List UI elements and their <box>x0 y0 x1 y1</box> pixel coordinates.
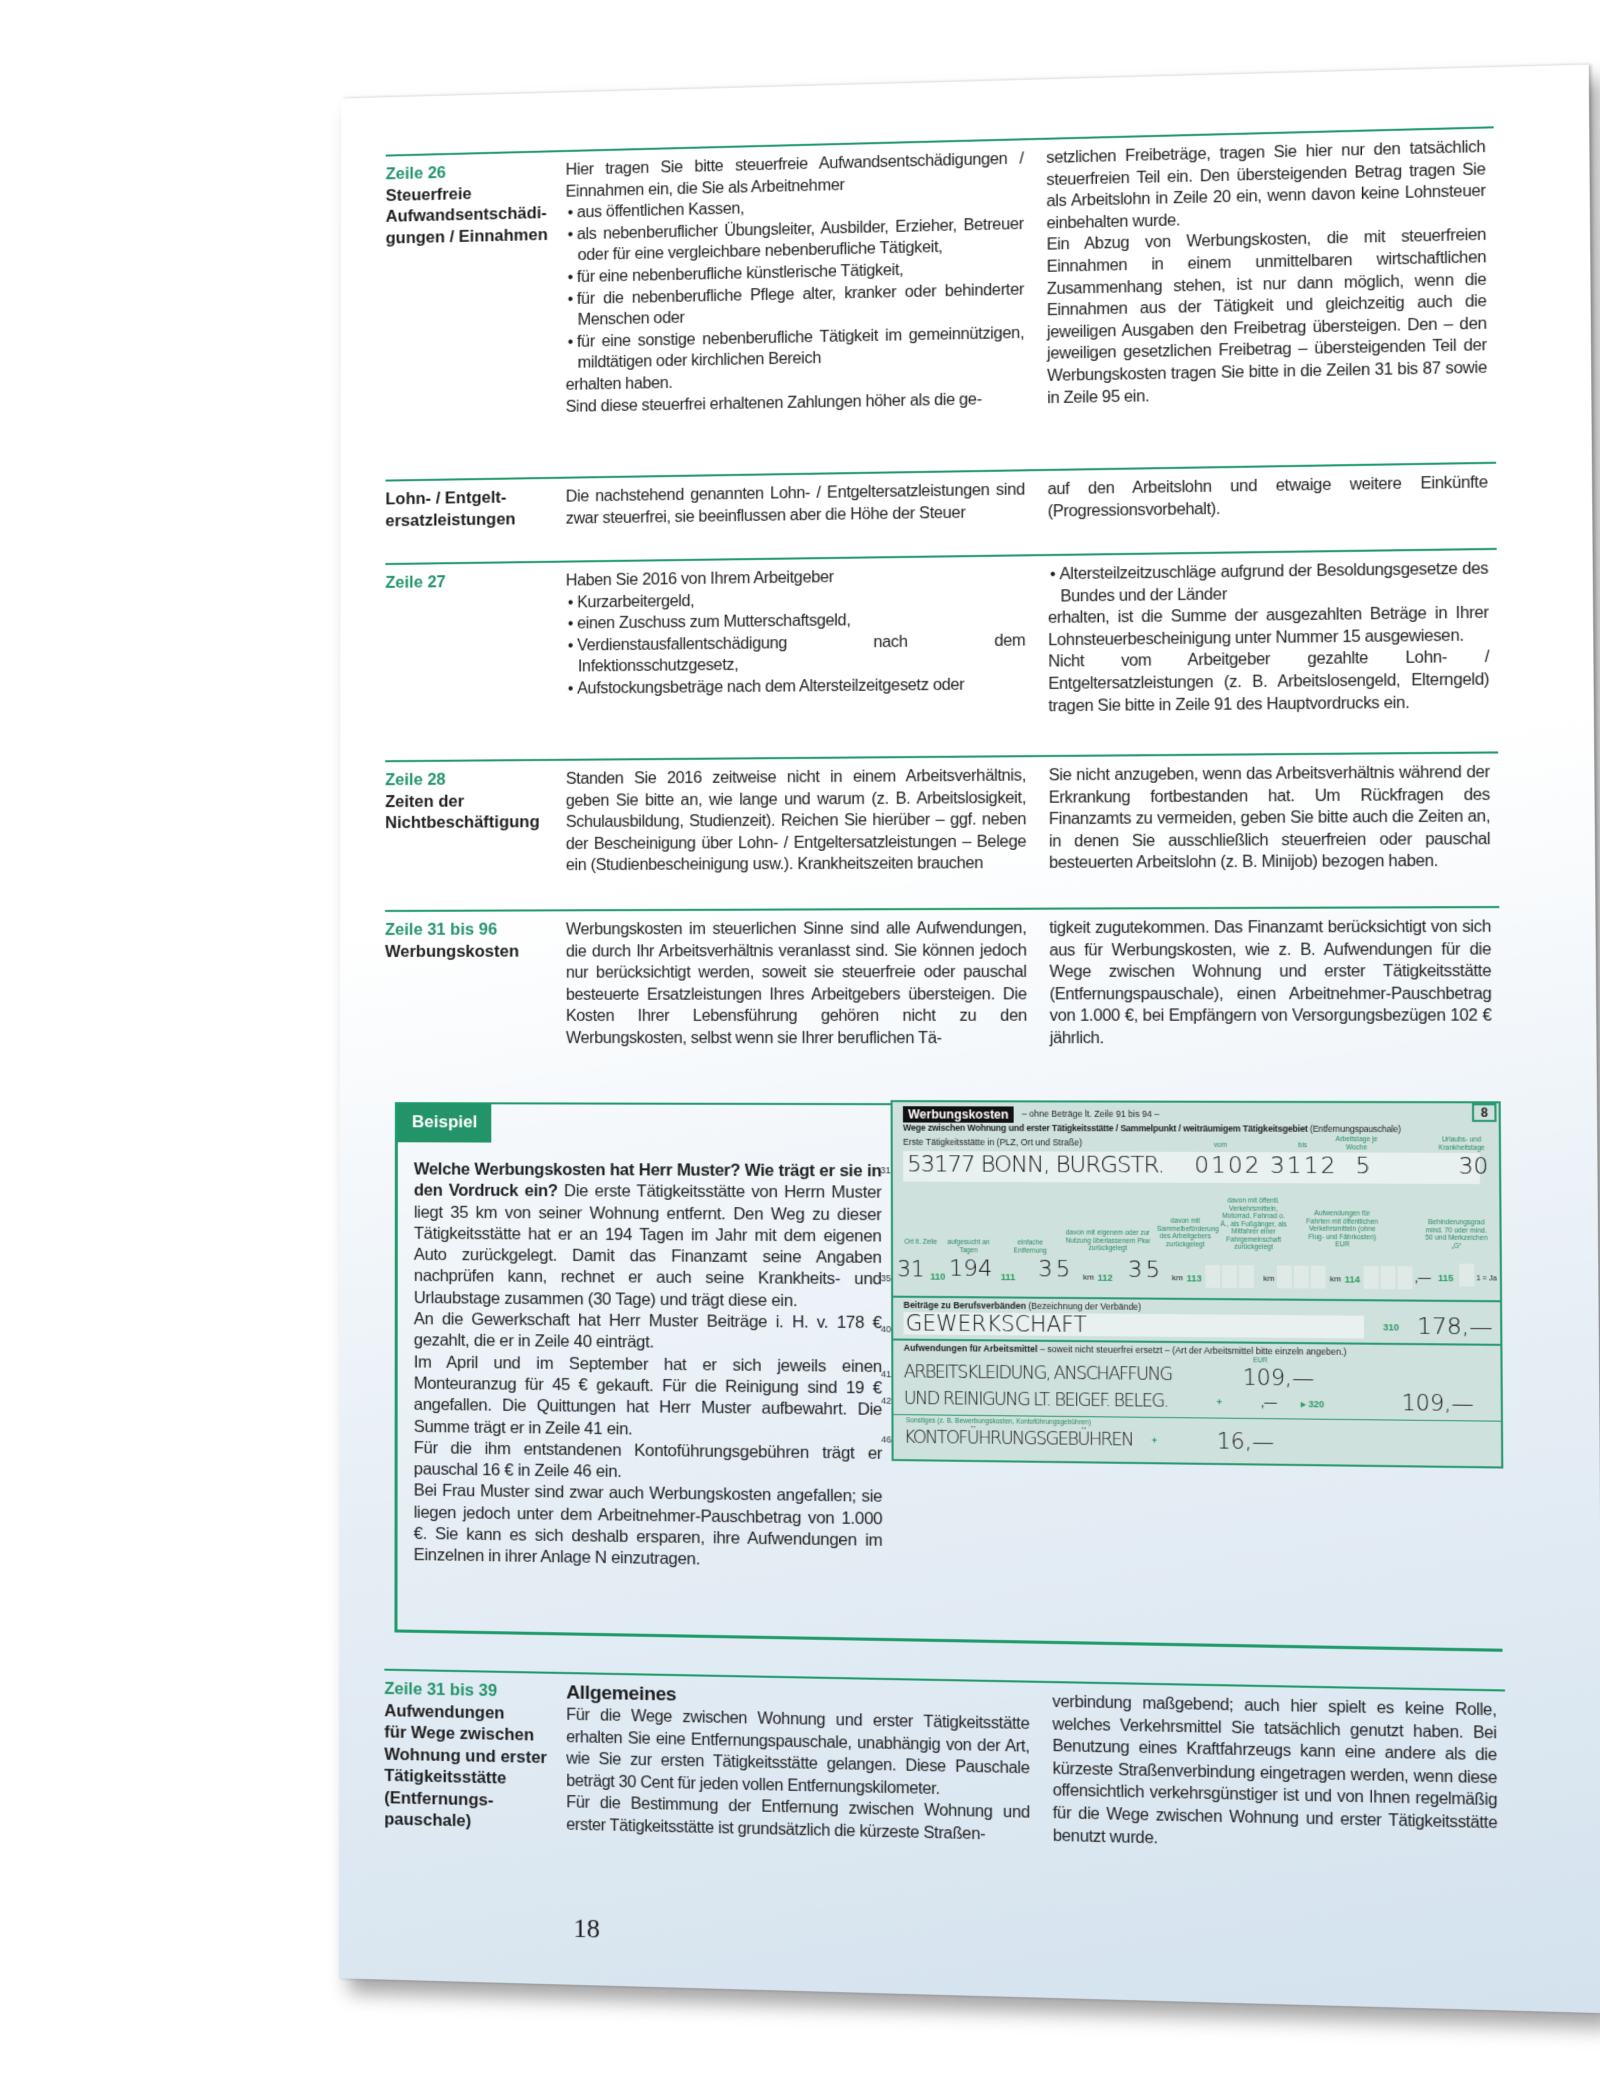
code-112: 112 <box>1097 1272 1113 1283</box>
km-unit: km <box>1082 1272 1095 1282</box>
section-label <box>385 571 555 595</box>
line-number: 40 <box>880 1324 892 1335</box>
section-col1 <box>566 148 1025 418</box>
section-label-line: Steuerfreie <box>385 184 472 205</box>
section-label-line: Werbungskosten <box>385 942 520 961</box>
arbeitsmittel-label: Aufwendungen für Arbeitsmittel – soweit nicht steuerfrei ersetzt – (Art der Arbeitsmittel bitte einzeln angeben.) <box>903 1342 1347 1357</box>
code-114: 114 <box>1344 1274 1361 1285</box>
km-unit: km <box>1329 1274 1342 1284</box>
example-paragraph: Bei Frau Muster sind zwar auch Werbungskosten angefallen; sie liegen jedoch unter dem Arbeitnehmer-Pauschbetrag von 1.000 €. Sie kann es sich deshalb ersparen, ihre Aufwendungen im Einzelnen in ihrer Anlage N einzutragen. <box>413 1481 883 1569</box>
section-label-line: ersatzleistungen <box>385 509 516 530</box>
section-label <box>384 1679 556 1835</box>
tax-form-excerpt <box>880 1100 1504 1468</box>
paragraph: Haben Sie 2016 von Ihrem Arbeitgeber <box>565 569 834 590</box>
wege-heading: Wege zwischen Wohnung und erster Tätigkeitsstätte / Sammelpunkt / weiträumigem Tätigkeitsgebiet (Entfernungspauschale) <box>902 1122 1401 1135</box>
example-question: Welche Werbungskosten hat Herr Muster? Wie trägt er sie in den Vordruck ein? <box>413 1160 882 1201</box>
vom-label: vom <box>1214 1141 1227 1150</box>
section-col1 <box>566 479 1025 529</box>
section <box>385 462 1496 563</box>
line31-bis[interactable]: 3112 <box>1269 1153 1338 1180</box>
plus: + <box>1151 1435 1158 1446</box>
form-page-badge: 8 <box>1472 1103 1496 1122</box>
line-number: 31 <box>880 1165 891 1176</box>
sections <box>384 126 1506 1930</box>
code-320: ▸ 320 <box>1300 1398 1325 1410</box>
section-label <box>385 487 555 532</box>
bullet-item: • einen Zuschuss zum Mutterschaftsgeld, <box>566 608 1026 635</box>
section <box>385 548 1498 760</box>
header-sammel: davon mit Sammelbeförderung des Arbeitgebers zurückgelegt <box>1156 1217 1219 1249</box>
line35-tage[interactable]: 194 <box>948 1256 993 1283</box>
header-ort: Ort lt. Zeile <box>904 1238 938 1246</box>
header-aufwendungen: Aufwendungen für Fahrten mit öffentlichen Verkehrsmitteln (ohne Flug- und Fährkosten) EUR <box>1306 1210 1379 1249</box>
section-line-ref: Zeile 28 <box>385 770 446 790</box>
section-label <box>385 769 556 835</box>
line35-ort[interactable]: 31 <box>897 1256 925 1282</box>
paragraph: erhalten, ist die Summe der ausgezahlten Beträge in Ihrer Lohnsteuerbescheinigung unter Nummer 15 ausgewiesen. <box>1048 604 1489 650</box>
example-paragraph: Für die ihm entstandenen Kontoführungsgebühren trägt er pauschal 16 € in Zeile 46 ein. <box>413 1438 883 1482</box>
paragraph: Die nachstehend genannten Lohn- / Entgeltersatzleistungen sind zwar steuerfrei, sie beeinflussen aber die Höhe der Steuer <box>565 481 1025 528</box>
line40-value[interactable]: GEWERKSCHAFT <box>905 1311 1087 1338</box>
paragraph: verbindung maßgebend; auch hier spielt es keine Rolle, welches Verkehrsmittel Sie tatsächlich genutzt haben. Bei Benutzung eines Kraftfahrzeugs kann eine andere als die kürzeste Straßenverbindung eingetragen werden, wenn diese offensichtlich verkehrsgünstiger ist und von Ihnen regelmäßig für die Wege zwischen Wohnung und erster Tätigkeitsstätte benutzt wurde. <box>1052 1693 1498 1848</box>
header-tage: aufgesucht an Tagen <box>947 1238 990 1254</box>
line-number: 41 <box>880 1368 892 1380</box>
line35-entfernung[interactable]: 35 <box>1038 1256 1074 1283</box>
line42-amount[interactable]: 109,— <box>1401 1390 1474 1417</box>
header-oeffentl: davon mit öffentl. Verkehrsmitteln, Motorrad, Fahrrad o. Ä., als Fußgänger, als Mitfahrer einer Fahrgemeinschaft zurückgelegt <box>1220 1197 1287 1252</box>
bullet-item: • als nebenberuflicher Übungsleiter, Ausbilder, Erzieher, Betreuer oder für eine vergleichbare nebenberufliche Tätigkeit, <box>566 214 1024 268</box>
paragraph: erhalten haben. <box>565 374 673 394</box>
section-label-line: (Entfernungs- <box>384 1788 494 1810</box>
section-col2 <box>1049 762 1491 875</box>
document-page <box>339 65 1600 2014</box>
section-label-line: Aufwendungen <box>384 1701 505 1723</box>
line41-amount[interactable]: 109,— <box>1242 1365 1315 1391</box>
line42-value[interactable]: UND REINIGUNG LT. BEIGEF. BELEG. <box>903 1388 1168 1412</box>
bis-label: bis <box>1298 1142 1308 1150</box>
line31-arbeitstage[interactable]: 5 <box>1355 1153 1371 1180</box>
bullet-item: • für eine nebenberufliche künstlerische Tätigkeit, <box>566 257 1024 289</box>
form-title: Werbungskosten <box>903 1106 1014 1123</box>
line31-urlaubstage[interactable]: 30 <box>1458 1153 1489 1180</box>
line41-value[interactable]: ARBEITSKLEIDUNG, ANSCHAFFUNG <box>903 1362 1172 1386</box>
paragraph: auf den Arbeitslohn und etwaige weitere Einkünfte (Progressionsvorbehalt). <box>1047 474 1488 521</box>
paragraph: tigkeit zugutekommen. Das Finanzamt berücksichtigt von sich aus für Werbungskosten, wie z. B. Aufwendungen für die Wege zwischen Wohnung und erster Tätigkeitsstätte (Entfernungspauschale), einen Arbeitnehmer-Pauschbetrag von 1.000 €, bei Empfängern von Versorgungsbezügen 102 € jährlich. <box>1049 918 1492 1048</box>
bullet-item: • Kurzarbeitergeld, <box>566 586 1025 613</box>
paragraph: Sie nicht anzugeben, wenn das Arbeitsverhältnis während der Erkrankung fortbestanden hat. Um Rückfragen des Finanzamts zu vermeiden, geben Sie bitte auch die Zeiten an, in denen Sie ausschließlich steuerfreien oder pauschal besteuerten Arbeitslohn (z. B. Minijob) bezogen haben. <box>1048 763 1491 873</box>
line-number: 42 <box>881 1395 892 1406</box>
paragraph: Standen Sie 2016 zeitweise nicht in einem Arbeitsverhältnis, geben Sie bitte an, wie lange und warum (z. B. Arbeitslosigkeit, Schulausbildung, Studienzeit). Reichen Sie hierüber – ggf. neben der Bescheinigung über Lohn- / Entgeltersatzleistungen – Belege ein (Studienbescheinigung usw.). Krankheitszeiten brauchen <box>565 767 1027 875</box>
section-line-ref: Zeile 27 <box>385 573 446 592</box>
bullet-item: • Verdienstausfallentschädigung nach dem Infektionsschutzgesetz, <box>566 630 1026 679</box>
section-label-line: für Wege zwischen <box>384 1723 534 1745</box>
paragraph: setzlichen Freibeträge, tragen Sie hier nur den tatsächlich steuerfreien Teil ein. Den übersteigenden Betrag tragen Sie als Arbeitslohn in Zeile 20 ein, wenn davon keine Lohnsteuer einbehalten wurde. <box>1046 138 1486 233</box>
section-label-line: pauschale) <box>384 1810 472 1831</box>
urlaub-label: Urlaubs- und Krankheitstage <box>1438 1136 1485 1152</box>
line-number: 46 <box>881 1434 892 1445</box>
section-col1 <box>566 765 1026 877</box>
paragraph: Sind diese steuerfrei erhaltenen Zahlungen höher als die ge- <box>565 390 982 416</box>
header-pkw: davon mit eigenem oder zur Nutzung überlassenem Pkw zurückgelegt <box>1065 1229 1151 1253</box>
section-label <box>386 160 556 249</box>
section-label-line: Lohn- / Entgelt- <box>385 488 507 509</box>
paragraph: Werbungskosten im steuerlichen Sinne sind alle Aufwendungen, die durch Ihr Arbeitsverhältnis veranlasst sind. Sie können jedoch nur berücksichtigt werden, soweit sie steuerfreie oder pauschal besteuerte Ersatzleistungen Ihres Arbeitgebers übersteigen. Die Kosten Ihrer Lebensführung gehören nicht zu den Werbungskosten, selbst wenn sie Ihrer beruflichen Tä- <box>565 919 1027 1048</box>
line31-address[interactable]: 53177 BONN, BURGSTR. <box>907 1152 1164 1179</box>
dash: ,— <box>1414 1270 1431 1286</box>
section-label-line: Aufwandsentschädi- <box>385 204 547 226</box>
line40-label: Beiträge zu Berufsverbänden (Bezeichnung der Verbände) <box>903 1299 1142 1312</box>
bullet-item: • für eine sonstige nebenberufliche Tätigkeit im gemeinnützigen, mildtätigen oder kirchlichen Bereich <box>566 323 1025 375</box>
section-label-line: Nichtbeschäftigung <box>385 813 540 833</box>
bullet-item: • aus öffentlichen Kassen, <box>566 192 1024 224</box>
eur-label: EUR <box>1253 1357 1268 1365</box>
section <box>385 126 1496 479</box>
line40-amount[interactable]: 178,— <box>1416 1314 1493 1341</box>
section-label-line: gungen / Einnahmen <box>385 225 548 248</box>
section-col2 <box>1046 137 1487 410</box>
example-box <box>394 1102 1502 1652</box>
line46-value[interactable]: KONTOFÜHRUNGSGEBÜHREN <box>903 1427 1133 1451</box>
section <box>384 1669 1506 1930</box>
example-paragraph: Im April und im September hat er sich jeweils einen Monteuranzug für 45 € gekauft. Für die Reinigung sind 19 € angefallen. Die Quittungen hat Herr Muster aufbewahrt. Die Summe trägt er in Zeile 41 ein. <box>413 1353 883 1439</box>
example-tab: Beispiel <box>398 1104 492 1142</box>
section-line-ref: Zeile 31 bis 39 <box>384 1679 498 1701</box>
paragraph: Nicht vom Arbeitgeber gezahlte Lohn- / Entgeltersatzleistungen (z. B. Arbeitslosengeld, Elterngeld) tragen Sie bitte in Zeile 91 des Hauptvordrucks ein. <box>1048 649 1490 715</box>
line35-pkw[interactable]: 35 <box>1127 1257 1164 1284</box>
code-113: 113 <box>1186 1273 1202 1284</box>
bullet-item: • Aufstockungsbeträge nach dem Altersteilzeitgesetz oder <box>566 674 1026 700</box>
section-line-ref: Zeile 26 <box>385 163 447 184</box>
km-unit: km <box>1171 1273 1184 1283</box>
section-col1 <box>566 918 1027 1050</box>
section-heading: Allgemeines <box>566 1682 677 1706</box>
km-unit: km <box>1263 1273 1275 1284</box>
section-col1 <box>566 1682 1030 1847</box>
section-label-line: Tätigkeitsstätte <box>384 1766 507 1788</box>
header-entfernung: einfache Entfernung <box>1013 1239 1047 1255</box>
section-col2 <box>1049 916 1492 1050</box>
blank-amount: ,— <box>1260 1395 1278 1410</box>
form-title-note: – ohne Beträge lt. Zeile 91 bis 94 – <box>1021 1108 1160 1120</box>
code-115: 115 <box>1437 1272 1454 1284</box>
arbeitstage-label: Arbeitstage je Woche <box>1335 1135 1378 1152</box>
paragraph: Ein Abzug von Werbungskosten, die mit steuerfreien Einnahmen in einem unmittelbaren wirtschaftlichen Zusammenhang stehen, ist nur dann möglich, wenn die Einnahmen aus der Tätigkeit und gleichzeitig auch die jeweiligen Ausgaben den Freibetrag übersteigen. Den – den jeweiligen gesetzlichen Freibetrag – übersteigenden Teil der Werbungskosten tragen Sie bitte in die Zeilen 31 bis 87 sowie in Zeile 95 ein. <box>1046 226 1487 407</box>
plus: + <box>1216 1396 1223 1408</box>
line31-vom[interactable]: 0102 <box>1194 1153 1262 1179</box>
section-col2 <box>1048 558 1490 717</box>
example-text <box>414 1159 883 1574</box>
section-col1 <box>566 564 1026 700</box>
erste-label: Erste Tätigkeitsstätte in (PLZ, Ort und Straße) <box>903 1136 1083 1148</box>
paragraph: Für die Bestimmung der Entfernung zwischen Wohnung und erster Tätigkeitsstätte ist grundsätzlich die kürzeste Straßen- <box>566 1794 1030 1844</box>
section-line-ref: Zeile 31 bis 96 <box>385 920 498 939</box>
paragraph: Hier tragen Sie bitte steuerfreie Aufwandsentschädigungen / Einnahmen ein, die Sie als Arbeitnehmer <box>565 150 1024 201</box>
line46-label: Sonstiges (z. B. Bewerbungskosten, Kontoführungsgebühren) <box>905 1417 1092 1427</box>
section <box>385 906 1501 1104</box>
section-col2 <box>1048 472 1488 523</box>
section-label-line: Wohnung und erster <box>384 1744 547 1767</box>
bullet-item: • für die nebenberufliche Pflege alter, kranker oder behinderter Menschen oder <box>566 279 1025 332</box>
line46-amount[interactable]: 16,— <box>1216 1428 1275 1455</box>
code-310: 310 <box>1383 1322 1400 1333</box>
section <box>385 751 1499 910</box>
ja-label: 1 = Ja <box>1476 1275 1497 1283</box>
example-paragraph: Die erste Tätigkeitsstätte von Herrn Muster liegt 35 km von seiner Wohnung entfernt. Den Weg zu dieser Tätigkeitsstätte hat er an 194 Tagen im Jahr mit dem eigenen Auto zurückgelegt. Damit das Finanzamt seine Angaben nachprüfen kann, rechnet er auch seine Krankheits- und Urlaubstage zusammen (30 Tage) und trägt diese ein. <box>413 1182 882 1310</box>
page-number: 18 <box>573 1913 600 1944</box>
section-col2 <box>1052 1691 1497 1857</box>
code-111: 111 <box>1000 1271 1016 1283</box>
bullet-item: • Altersteilzeitzuschläge aufgrund der Besoldungsgesetze des Bundes und der Länder <box>1048 558 1489 608</box>
code-110: 110 <box>930 1271 946 1282</box>
header-behinderung: Behinderungsgrad mind. 70 oder mind. 50 und Merkzeichen „G“ <box>1425 1218 1488 1250</box>
line-number: 35 <box>880 1273 892 1284</box>
section-label-line: Zeiten der <box>385 792 465 811</box>
paragraph: Für die Wege zwischen Wohnung und erster Tätigkeitsstätte erhalten Sie eine Entfernungspauschale, unabhängig von der Art, wie Sie zur ersten Tätigkeitsstätte gelangen. Diese Pauschale beträgt 30 Cent für jeden vollen Entfernungskilometer. <box>566 1706 1030 1798</box>
section-label <box>385 919 556 963</box>
example-paragraph: An die Gewerkschaft hat Herr Muster Beiträge i. H. v. 178 € gezahlt, die er in Zeile 40 einträgt. <box>413 1310 882 1352</box>
